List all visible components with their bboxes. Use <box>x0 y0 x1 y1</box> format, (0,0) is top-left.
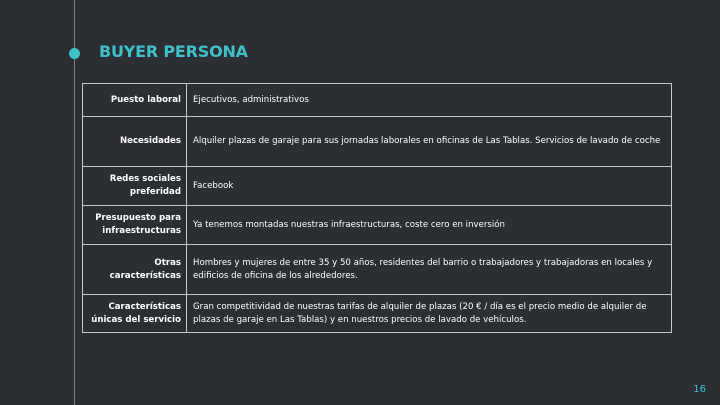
table-row <box>83 245 672 295</box>
row-value: Alquiler plazas de garaje para sus jornadas laborales en oficinas de Las Tablas. Servicios de lavado de coche <box>187 117 672 167</box>
table-row <box>83 84 672 117</box>
row-value: Gran competitividad de nuestras tarifas de alquiler de plazas (20 € / día es el precio medio de alquiler de plazas de garaje en Las Tablas) y en nuestros precios de lavado de vehículos. <box>187 295 672 333</box>
table-row <box>83 117 672 167</box>
bullet-dot-icon <box>69 48 80 59</box>
table-row <box>83 167 672 206</box>
row-label: Características únicas del servicio <box>83 295 187 333</box>
row-label: Presupuesto para infraestructuras <box>83 206 187 245</box>
table-row <box>83 295 672 333</box>
row-value: Ejecutivos, administrativos <box>187 84 672 117</box>
row-label: Puesto laboral <box>83 84 187 117</box>
buyer-persona-table <box>82 83 672 333</box>
table-row <box>83 206 672 245</box>
slide-title: BUYER PERSONA <box>99 42 248 61</box>
row-label: Redes sociales preferidad <box>83 167 187 206</box>
row-value: Facebook <box>187 167 672 206</box>
row-value: Ya tenemos montadas nuestras infraestructuras, coste cero en inversión <box>187 206 672 245</box>
vertical-divider-line <box>74 0 75 405</box>
row-label: Necesidades <box>83 117 187 167</box>
row-value: Hombres y mujeres de entre 35 y 50 años, residentes del barrio o trabajadores y trabajadoras en locales y edificios de oficina de los alrededores. <box>187 245 672 295</box>
row-label: Otras características <box>83 245 187 295</box>
page-number: 16 <box>693 384 706 395</box>
